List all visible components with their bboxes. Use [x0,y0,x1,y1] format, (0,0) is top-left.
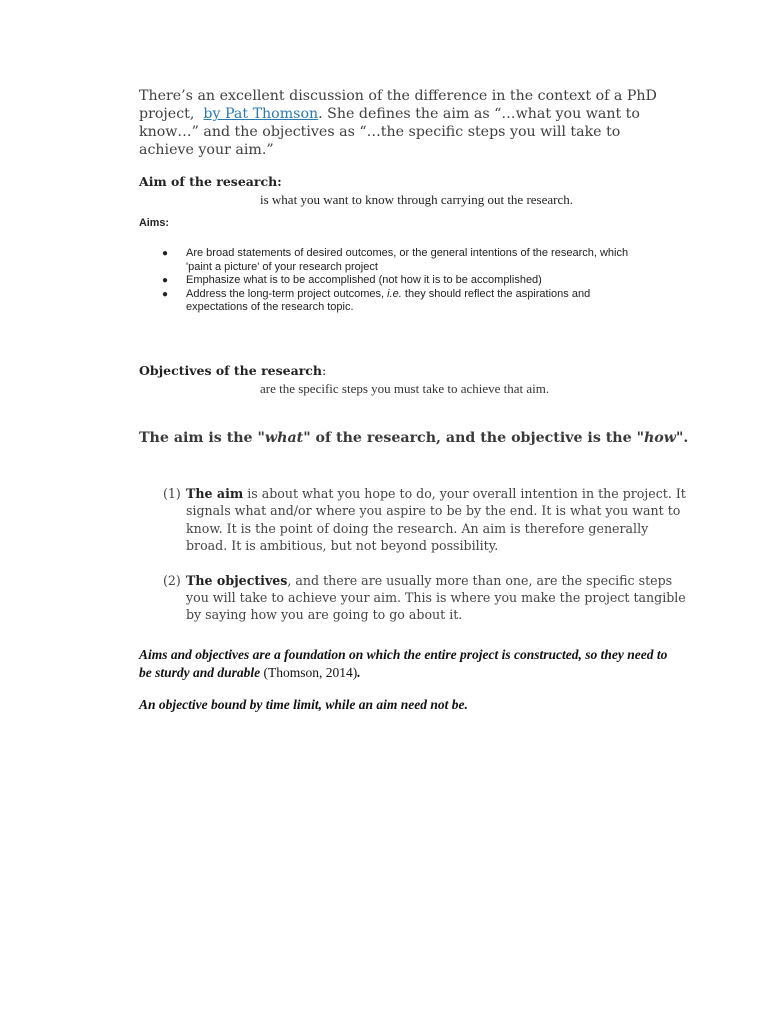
list-item [162,274,652,288]
aims-bullet-list [162,247,652,315]
numbered-list [163,485,693,641]
intro-paragraph [139,87,659,159]
aim-vs-objective-statement: The aim is the "what" of the research, and the objective is the "how". [139,430,689,446]
pat-thomson-link[interactable]: by Pat Thomson [203,106,319,122]
list-item [163,572,693,624]
bullet-text: Are broad statements of desired outcomes, or the general intentions of the research, which 'paint a picture' of your research project [186,247,629,273]
item-number: (1) [163,486,181,501]
objectives-definition: are the specific steps you must take to achieve that aim. [260,381,550,396]
bullet-icon: ● [162,248,169,259]
list-item [163,485,693,555]
list-item [162,247,652,274]
bullet-text: Address the long-term project outcomes, i.e. they should reflect the aspirations and expectations of the research topic. [186,287,591,314]
item-text: The aim is about what you hope to do, your overall intention in the project. It signals what and/or where you aspire to be by the end. It is what you want to know. It is the point of doing the research. An aim is therefore generally broad. It is ambitious, but not beyond possibility. [186,486,686,554]
conclusion-sentence: An objective bound by time limit, while an aim need not be. [139,697,468,712]
intro-text-start: There’s an excellent discussion of the difference in the context of a PhD project, [139,88,657,122]
objectives-heading: Objectives of the research: [139,363,327,378]
bullet-icon: ● [162,275,169,287]
item-text: The objectives, and there are usually more than one, are the specific steps you will take to achieve your aim. This is where you make the project tangible by saying how you are going to go about it. [186,572,686,623]
bullet-text: Emphasize what is to be accomplished (not how it is to be accomplished) [186,274,542,287]
ie-abbreviation: i.e. [387,287,402,300]
aim-heading: Aim of the research: [139,174,282,189]
aim-definition: is what you want to know through carrying out the research. [260,192,574,207]
citation: (Thomson, 2014) [263,664,358,680]
intro-text-end: . She defines the aim as “…what you want to know…” and the objectives as “…the specific steps you will take to achieve your aim.” [139,106,640,158]
bullet-icon: ● [162,288,169,300]
foundation-quote: Aims and objectives are a foundation on which the entire project is constructed, so they need to be sturdy and durable (Thomson, 2014). [139,647,668,680]
aims-list-label: Aims: [139,217,169,229]
item-number: (2) [163,572,181,588]
list-item [162,288,652,315]
